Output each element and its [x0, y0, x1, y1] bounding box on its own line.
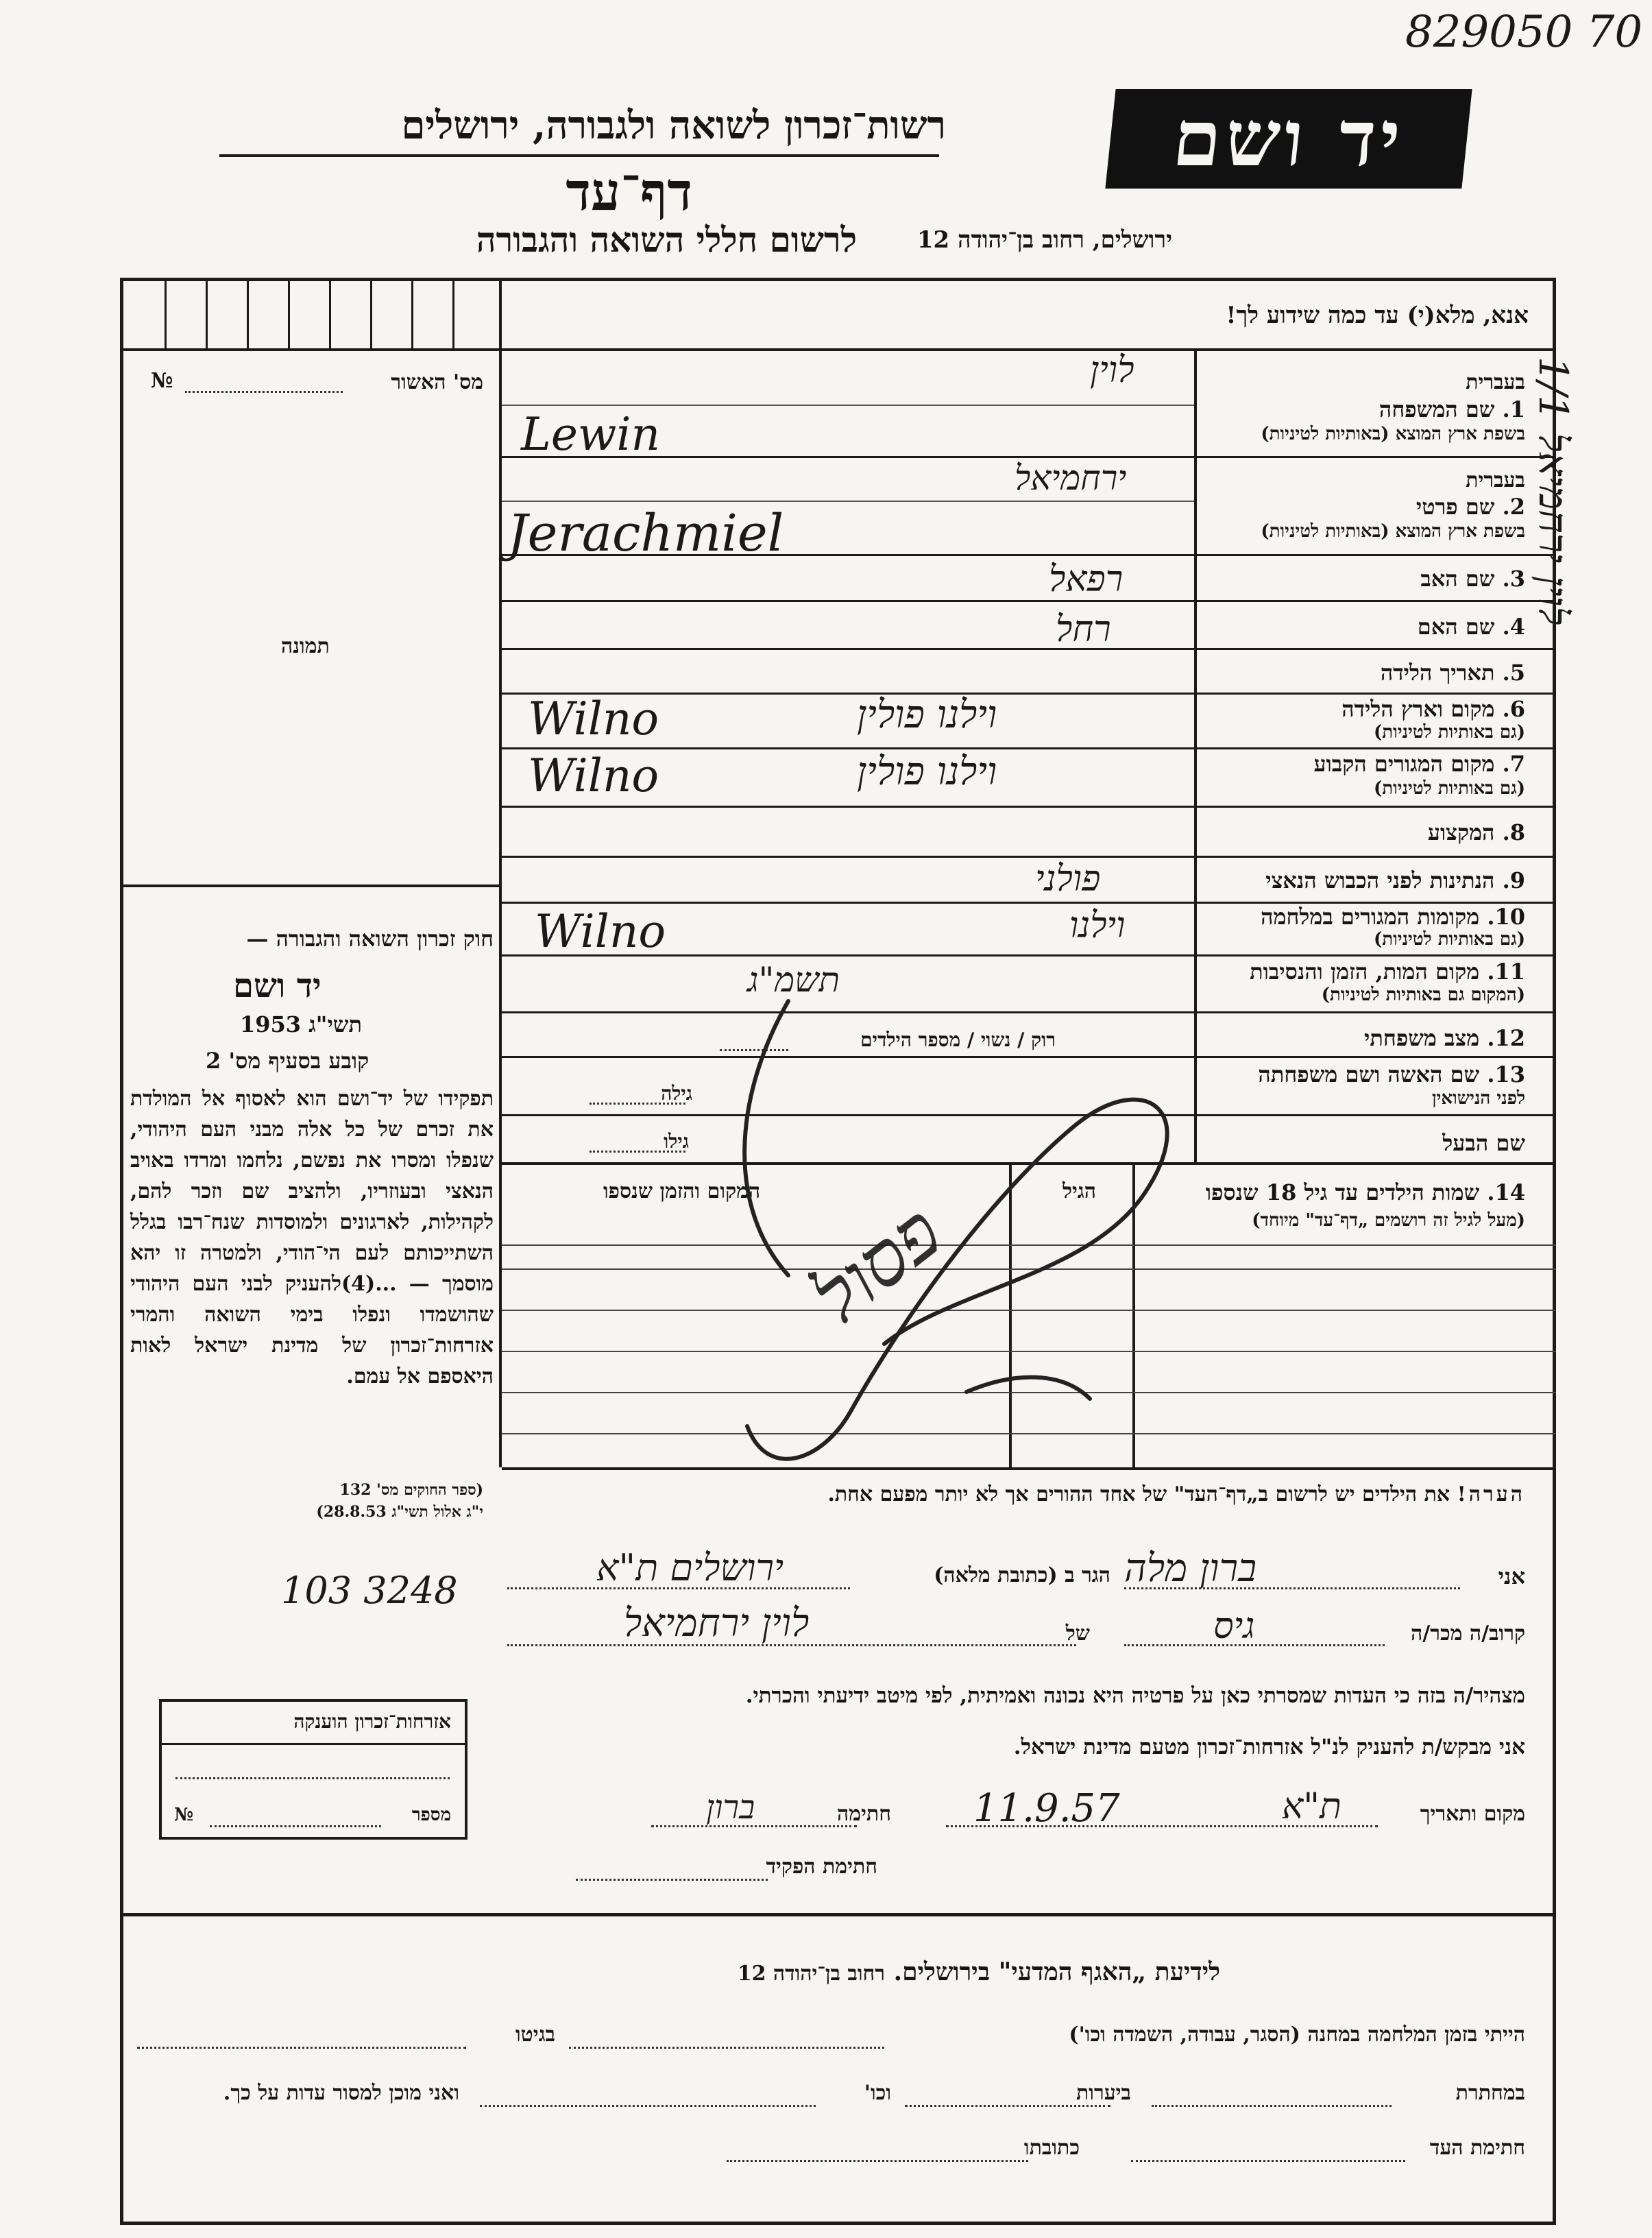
row-sep-7: [1197, 806, 1556, 808]
citizenship-box: [159, 1699, 467, 1840]
approval-no-sign: №: [151, 369, 173, 393]
field-3-num: 3.: [1502, 566, 1525, 592]
field-8-text: המקצוע: [1427, 819, 1495, 845]
hw-date: 11.9.57: [973, 1786, 1120, 1831]
row-sep-12: [1197, 1056, 1556, 1058]
footer-line1-ghetto: בגיטו: [515, 2023, 555, 2047]
hw-residence-latin: Wilno: [528, 749, 659, 802]
field-2-text: שם פרטי: [1416, 494, 1495, 520]
row-sep-8: [1197, 856, 1556, 858]
hw-declarant-name: ברון מלה: [1124, 1546, 1257, 1591]
entry-line-9: [502, 902, 1194, 904]
field-3-text: שם האב: [1420, 566, 1495, 592]
wife-age-label: גילה: [661, 1082, 692, 1105]
hw-mother: רחל: [1056, 609, 1111, 650]
children-text: שמות הילדים עד גיל 18 שנספו: [1205, 1179, 1480, 1205]
footer-witness-sign: חתימת העד: [1429, 2136, 1525, 2160]
footer-forests-field[interactable]: [905, 2105, 1110, 2107]
approval-label: מס' האשור: [391, 370, 483, 394]
footer-address: רחוב בן־יהודה 12: [737, 1962, 886, 1986]
field-12-text: מצב משפחתי: [1364, 1025, 1480, 1051]
hw-declarant-number: 103 3248: [281, 1569, 458, 1612]
hw-surname-latin: Lewin: [521, 408, 660, 461]
top-prompt: אנא, מלא(י) עד כמה שידוע לך!: [1226, 302, 1529, 329]
field-3-label: [1420, 566, 1525, 592]
field-9-label: [1265, 867, 1525, 893]
field-6-num: 6.: [1502, 696, 1525, 722]
law-source-1: (ספר החוקים מס' 132: [339, 1481, 483, 1499]
archive-number: 829050 70: [1405, 7, 1643, 58]
field-1-num: 1.: [1502, 396, 1525, 422]
top-strip-boxes: [123, 281, 497, 348]
field-11-num: 11.: [1487, 959, 1525, 985]
marital-options: רוק / נשוי / מספר הילדים: [860, 1028, 1056, 1051]
law-top-rule: [120, 885, 501, 887]
footer-camp-field[interactable]: [569, 2047, 884, 2049]
footer-underground-field[interactable]: [1152, 2105, 1392, 2107]
field-7-text: מקום המגורים הקבוע: [1313, 751, 1495, 777]
field-1-text: שם המשפחה: [1378, 396, 1495, 422]
declarant-resides-label: הגר ב (כתובת מלאה): [934, 1563, 1110, 1587]
law-section: קובע בסעיף מס' 2: [206, 1048, 369, 1074]
footer-witness-sign-field[interactable]: [1131, 2160, 1405, 2162]
authority-underline: [219, 154, 939, 157]
hw-declarant-address: ירושלים ת"א: [596, 1546, 784, 1589]
row-sep-5: [1197, 693, 1556, 695]
field-1-hebrew-tag: בעברית: [1466, 370, 1525, 394]
law-title: חוק זכרון השואה והגבורה —: [246, 926, 494, 952]
field-1-label: [1379, 396, 1525, 422]
field-5-text: תאריך הלידה: [1380, 660, 1495, 686]
request-text: אני מבקש/ת להעניק לנ"ל אזרחות־זכרון מטעם מדינת ישראל.: [1013, 1735, 1525, 1759]
field-5-num: 5.: [1502, 660, 1525, 686]
hw-father: רפאל: [1049, 559, 1123, 600]
field-4-text: שם האם: [1417, 614, 1495, 640]
footer-underground: במחתרת: [1455, 2081, 1525, 2105]
field-12-label: [1364, 1025, 1525, 1051]
declarant-i-label: אני: [1498, 1563, 1525, 1589]
note-text: את הילדים יש לרשום ב„דף־העד" של אחד ההורים אך לא יותר מפעם אחת.: [827, 1482, 1450, 1506]
footer-etc: וכו': [864, 2081, 891, 2105]
field-6-text: מקום וארץ הלידה: [1341, 696, 1495, 722]
officer-field[interactable]: [576, 1879, 768, 1881]
footer-title: [738, 1958, 1220, 1986]
authority-name: רשות־זכרון לשואה ולגבורה, ירושלים: [401, 103, 946, 148]
logo: [1105, 89, 1472, 189]
field-10-label: [1261, 904, 1525, 930]
footer-etc-field[interactable]: [480, 2105, 816, 2107]
hw-side-note: לוין ירחמיאל 1/1: [1530, 357, 1577, 625]
field-13-num: 13.: [1487, 1061, 1525, 1087]
footer-willing: ואני מוכן למסור עדות על כך.: [223, 2081, 459, 2105]
footer-line1-camp: הייתי בזמן המלחמה במחנה (הסגר, עבודה, השמדה וכו'): [1069, 2023, 1525, 2047]
approval-field[interactable]: [185, 391, 343, 393]
field-10-num: 10.: [1487, 904, 1525, 930]
field-4-num: 4.: [1502, 614, 1525, 640]
hw-wartime-hebrew: וילנו: [1069, 905, 1126, 946]
hw-birthplace-latin: Wilno: [528, 693, 659, 745]
field-9-num: 9.: [1502, 867, 1525, 893]
children-label: [1206, 1179, 1525, 1205]
children-age-header: הגיל: [1062, 1179, 1097, 1203]
field-9-text: הנתינות לפני הכבוש הנאצי: [1265, 867, 1495, 893]
citizenship-no-sign: №: [174, 1805, 194, 1825]
row-sep-10: [1197, 954, 1556, 956]
entry-line-7: [502, 806, 1194, 808]
field-10-note: (גם באותיות לטיניות): [1373, 929, 1525, 950]
children-num: 14.: [1487, 1179, 1525, 1205]
citizenship-number-label: מספר: [411, 1805, 451, 1825]
law-year: תשי"ג 1953: [240, 1011, 362, 1037]
form-subtitle: לרשום חללי השואה והגבורה: [476, 219, 857, 260]
footer-divider: [120, 1913, 1556, 1916]
top-strip-bottom: [120, 348, 1556, 351]
field-10-text: מקומות המגורים במלחמה: [1261, 904, 1480, 930]
field-8-label: [1428, 819, 1525, 845]
husband-age-label: גילו: [664, 1130, 689, 1153]
field-2-hebrew-tag: בעברית: [1466, 468, 1525, 492]
entry-line-3: [502, 600, 1194, 602]
row-sep-3: [1197, 600, 1556, 602]
relative-label: קרוב/ה מכר/ה: [1411, 1622, 1525, 1646]
hw-large-scrawl: פסול: [796, 1188, 958, 1342]
citizenship-title: אזרחות־זכרון הוענקה: [293, 1710, 451, 1733]
law-text: תפקידו של יד־ושם הוא לאסוף אל המולדת את זכרם של כל אלה מבני העם היהודי, שנפלו ומסרו את נפשם, נלחמו ומרדו באויב הנאצי ובעוזריו, ולהציב שם וזכר להם, לקהילות, לארגונים ולמוסדות שנח־רבו בגלל השתייכותם לעם הי־הודי, ולמטרה זו יהא מוסמך — ...(4)להעניק לבני העם היהודי שהושמדו ונפלו בימי השואה והמרי אזרחות־זכרון של מדינת ישראל לאות היאספם אל עמם.: [130, 1087, 494, 1388]
footer-ghetto-field[interactable]: [137, 2047, 466, 2049]
field-8-num: 8.: [1502, 819, 1525, 845]
row-sep-13: [1197, 1114, 1556, 1116]
header-address: ירושלים, רחוב בן־יהודה 12: [916, 226, 1172, 254]
citizenship-number-field[interactable]: [210, 1825, 381, 1827]
footer-title-text: לידיעת „האגף המדעי" בירושלים.: [893, 1958, 1220, 1986]
field-1-note: בשפת ארץ המוצא (באותיות לטיניות): [1261, 424, 1525, 444]
photo-label: תמונה: [281, 634, 330, 658]
field-12-num: 12.: [1487, 1025, 1525, 1051]
field-2-label: [1416, 494, 1525, 520]
entry-line-1a: [502, 405, 1194, 406]
footer-address-label: כתובתו: [1023, 2136, 1080, 2160]
note-prefix: הערה!: [1457, 1482, 1525, 1506]
signature-label: חתימה: [837, 1802, 891, 1826]
field-11-label: [1250, 959, 1525, 985]
entry-line-8: [502, 856, 1194, 858]
field-13-label: [1258, 1061, 1525, 1087]
field-11-text: מקום המות, הזמן והנסיבות: [1250, 959, 1480, 985]
citizenship-line-1[interactable]: [175, 1777, 450, 1779]
husband-label: שם הבעל: [1442, 1130, 1525, 1156]
children-place-header: המקום והזמן שנספו: [603, 1179, 761, 1203]
husband-age-field[interactable]: [590, 1151, 685, 1153]
hw-residence-hebrew: וילנו פולין: [857, 749, 997, 794]
hw-death: תשמ"ג: [747, 960, 840, 1000]
wife-age-field[interactable]: [590, 1103, 685, 1105]
hw-signature: ברון: [706, 1788, 755, 1827]
declaration-text: מצהיר/ה בזה כי העדות שמסרתי כאן על פרטיה היא נכונה ואמיתית, לפי מיטב ידיעתי והכרתי.: [745, 1683, 1525, 1708]
hw-relation: גיס: [1213, 1606, 1255, 1647]
hw-firstname-hebrew: ירחמיאל: [1015, 458, 1127, 498]
hw-relative-of: לוין ירחמיאל: [624, 1601, 810, 1646]
field-7-note: (גם באותיות לטיניות): [1373, 778, 1525, 799]
field-2-note: בשפת ארץ המוצא (באותיות לטיניות): [1261, 521, 1525, 542]
law-source-2: י"ג אלול תשי"ג 28.8.53): [316, 1503, 483, 1521]
row-sep-11: [1197, 1011, 1556, 1013]
field-6-note: (גם באותיות לטיניות): [1373, 722, 1525, 743]
form-title: דף־עד: [566, 161, 692, 222]
hw-citizenship: פולני: [1035, 858, 1101, 900]
row-sep-6: [1197, 747, 1556, 749]
field-13-note: לפני הנישואין: [1431, 1088, 1525, 1109]
hw-surname-hebrew: לוין: [1090, 350, 1134, 391]
row-sep-2: [1197, 554, 1556, 556]
field-7-num: 7.: [1502, 751, 1525, 777]
field-4-label: [1418, 614, 1525, 640]
entry-line-2a: [502, 501, 1194, 502]
place-date-label: מקום ותאריך: [1420, 1802, 1525, 1826]
hw-wartime-latin: Wilno: [535, 905, 666, 958]
footer-forests: ביערות: [1076, 2081, 1131, 2105]
footer-address-field[interactable]: [727, 2160, 1028, 2162]
row-sep-1: [1197, 456, 1556, 458]
field-7-label: [1313, 751, 1525, 777]
of-label: של: [1065, 1622, 1090, 1646]
large-scrawl-mark: [706, 987, 1200, 1495]
hw-firstname-latin: Jerachmiel: [507, 504, 784, 563]
row-sep-4: [1197, 648, 1556, 650]
field-5-label: [1381, 660, 1525, 686]
field-2-num: 2.: [1502, 494, 1525, 520]
officer-label: חתימת הפקיד: [766, 1855, 877, 1879]
children-note: (מעל לגיל זה רושמים „דף־עד" מיוחד): [1252, 1210, 1525, 1231]
field-11-note: (המקום גם באותיות לטיניות): [1321, 985, 1525, 1005]
logo-text: יד ושם: [1169, 93, 1409, 184]
law-name: יד ושם: [233, 967, 321, 1005]
hw-place: ת"א: [1282, 1786, 1341, 1827]
field-13-text: שם האשה ושם משפחתה: [1258, 1061, 1480, 1087]
hw-birthplace-hebrew: וילנו פולין: [857, 693, 997, 737]
field-6-label: [1341, 696, 1525, 722]
